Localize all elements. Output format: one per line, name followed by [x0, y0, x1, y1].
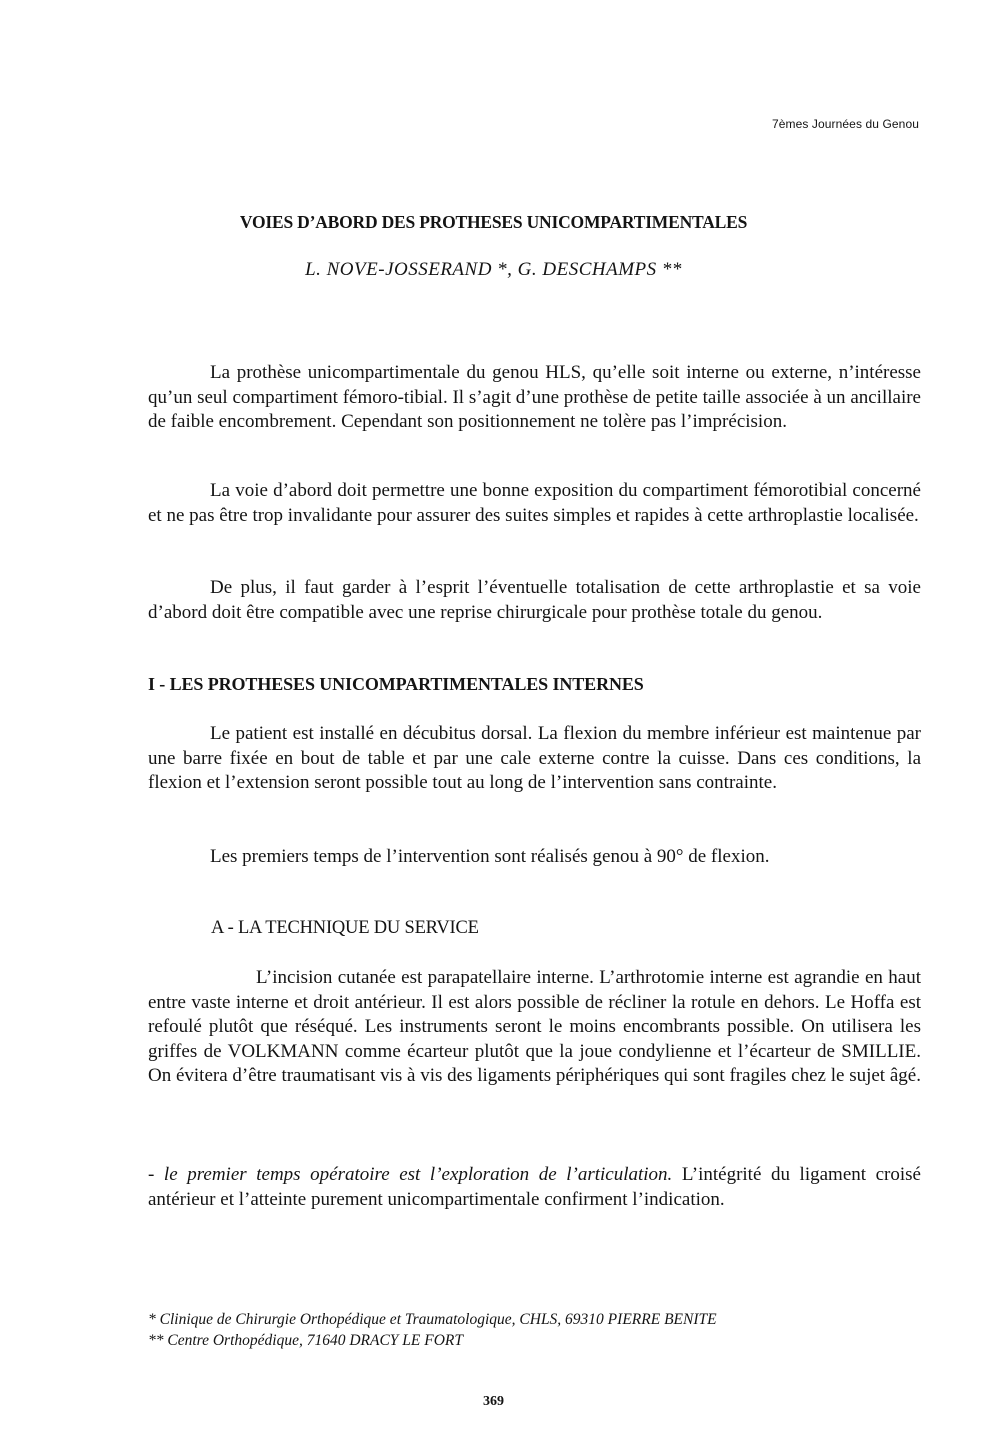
section-paragraph-2: Les premiers temps de l’intervention sont réalisés genou à 90° de flexion.	[210, 846, 770, 867]
running-header: 7èmes Journées du Genou	[771, 117, 919, 131]
intro-paragraph-2: La voie d’abord doit permettre une bonne exposition du compartiment fémorotibial concerné et ne pas être trop invalidante pour assurer des suites simples et rapides à cette arthroplastie localisée.	[148, 480, 921, 526]
paragraph-italic-lead: - le premier temps opératoire est l’exploration de l’articulation.	[148, 1164, 673, 1185]
intro-paragraph-1: La prothèse unicompartimentale du genou HLS, qu’elle soit interne ou externe, n’intéresse qu’un seul compartiment fémoro-tibial. Il s’agit d’une prothèse de petite taille associée à un ancillaire de faible encombrement. Cependant son positionnement ne tolère pas l’imprécision.	[148, 362, 921, 433]
article-title: VOIES D’ABORD DES PROTHESES UNICOMPARTIMENTALES	[239, 212, 748, 232]
paragraph-rest: L’intégrité du ligament croisé antérieur et l’atteinte purement unicompartimentale confirment l’indication.	[148, 1164, 921, 1210]
section-paragraph-4	[148, 1163, 921, 1212]
footnote-1: * Clinique de Chirurgie Orthopédique et Traumatologique, CHLS, 69310 PIERRE BENITE	[148, 1311, 717, 1328]
intro-paragraph-3: De plus, il faut garder à l’esprit l’éventuelle totalisation de cette arthroplastie et sa voie d’abord doit être compatible avec une reprise chirurgicale pour prothèse totale du genou.	[148, 577, 921, 623]
subsection-heading: A - LA TECHNIQUE DU SERVICE	[211, 918, 479, 938]
section-paragraph-1: Le patient est installé en décubitus dorsal. La flexion du membre inférieur est maintenue par une barre fixée en bout de table et par une cale externe contre la cuisse. Dans ces conditions, la flexion et l’extension seront possible tout au long de l’intervention sans contrainte.	[148, 723, 921, 794]
article-authors: L. NOVE-JOSSERAND *, G. DESCHAMPS **	[305, 259, 682, 280]
footnote-2: ** Centre Orthopédique, 71640 DRACY LE FORT	[148, 1332, 464, 1349]
page-number: 369	[483, 1394, 504, 1409]
section-paragraph-3: L’incision cutanée est parapatellaire interne. L’arthrotomie interne est agrandie en haut entre vaste interne et droit antérieur. Il est alors possible de récliner la rotule en dehors. Le Hoffa est refoulé plutôt que réséqué. Les instruments seront le moins encombrants possible. On utilisera les griffes de VOLKMANN comme écarteur plutôt que la joue condylienne et l’écarteur de SMILLIE. On évitera d’être traumatisant vis à vis des ligaments périphériques qui sont fragiles chez le sujet âgé.	[148, 967, 921, 1087]
section-heading: I - LES PROTHESES UNICOMPARTIMENTALES INTERNES	[148, 674, 644, 694]
footnotes	[148, 1309, 928, 1351]
